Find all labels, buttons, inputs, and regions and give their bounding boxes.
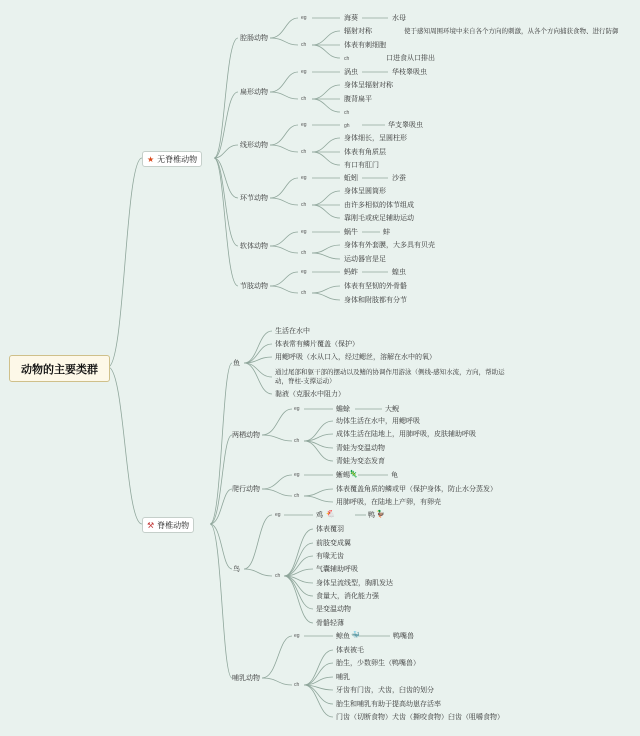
group-mollusk[interactable]: 软体动物 <box>240 243 268 250</box>
leaf: 胎生和哺乳有助于提高幼崽存活率 <box>336 701 441 708</box>
leaf: 腹背扁平 <box>344 96 372 103</box>
leaf: 用肺呼吸，在陆地上产卵，有卵壳 <box>336 499 441 506</box>
tools-icon: ⚒ <box>147 520 155 530</box>
leaf: 涡虫 <box>344 69 358 76</box>
leaf: 运动器官是足 <box>344 256 386 263</box>
leaf: 龟 <box>391 472 398 479</box>
leaf: 有喙无齿 <box>316 553 344 560</box>
leaf: 体表覆盖角质的鳞或甲（保护身体，防止水分蒸发） <box>336 486 497 493</box>
eg-label: eg <box>294 406 300 412</box>
ch-label: ch <box>301 250 307 256</box>
leaf: 前肢变成翼 <box>316 540 351 547</box>
branch-label: 无脊椎动物 <box>157 154 198 164</box>
group-flatworm[interactable]: 扁形动物 <box>240 89 268 96</box>
ch-label: ch <box>294 493 300 499</box>
leaf: 体表有刺细胞 <box>344 42 386 49</box>
eg-label: eg <box>294 472 300 478</box>
leaf: 大鲵 <box>385 406 399 413</box>
duck-icon: 🦆 <box>376 511 385 518</box>
ch-label: ch <box>275 573 281 579</box>
leaf: 体表有坚韧的外骨骼 <box>344 283 407 290</box>
leaf: ch <box>344 110 350 116</box>
eg-label: eg <box>294 633 300 639</box>
eg-label: eg <box>301 229 307 235</box>
leaf: 用鳃呼吸（水从口入，经过鳃丝，溶解在水中的氧） <box>275 354 436 361</box>
leaf: 食量大，消化能力强 <box>316 593 379 600</box>
leaf: 生活在水中 <box>275 328 310 335</box>
eg-label: eg <box>275 512 281 518</box>
leaf: 辐射对称 <box>344 28 372 35</box>
leaf: 华支睾吸虫 <box>388 122 423 129</box>
leaf: 鲸鱼 <box>336 633 350 640</box>
leaf: 蜗牛 <box>344 229 358 236</box>
group-coelenterate[interactable]: 腔肠动物 <box>240 35 268 42</box>
leaf: 蚯蚓 <box>344 175 358 182</box>
leaf: 身体呈流线型，胸肌发达 <box>316 580 393 587</box>
leaf: 水母 <box>392 15 406 22</box>
leaf: 体表常有鳞片覆盖（保护） <box>275 341 359 348</box>
group-roundworm[interactable]: 线形动物 <box>240 142 268 149</box>
leaf: 通过尾部和躯干部的摆动以及鳍的协调作用游泳（侧线-感知水流，方向，帮助运 <box>275 369 505 376</box>
leaf: 华枝睾吸虫 <box>392 69 427 76</box>
leaf: 有口有肛门 <box>344 162 379 169</box>
group-amphibian[interactable]: 两栖动物 <box>232 432 260 439</box>
leaf: 是变温动物 <box>316 606 351 613</box>
chicken-icon: 🐔 <box>326 511 335 518</box>
eg-label: eg <box>301 175 307 181</box>
star-icon: ★ <box>147 154 155 164</box>
leaf: 门齿（切断食物）犬齿（撕咬食物）臼齿（咀嚼食物） <box>336 714 504 721</box>
leaf: 身体呈辐射对称 <box>344 82 393 89</box>
leaf: 胎生，少数卵生（鸭嘴兽） <box>336 660 420 667</box>
leaf: 沙蚕 <box>392 175 406 182</box>
leaf: 使于感知周围环境中来自各个方向的刺激，从各个方向捕获食物、进行防御 <box>404 28 619 35</box>
leaf: 鸡 <box>316 512 323 519</box>
group-annelid[interactable]: 环节动物 <box>240 195 268 202</box>
leaf: 黏液（克服水中阻力） <box>275 391 345 398</box>
leaf: 幼体生活在水中，用鳃呼吸 <box>336 418 420 425</box>
branch-invertebrate[interactable] <box>142 151 202 167</box>
eg-label: eg <box>301 69 307 75</box>
group-reptile[interactable]: 爬行动物 <box>232 486 260 493</box>
leaf: 鸭 <box>368 512 375 519</box>
leaf: 蚂蚱 <box>344 269 358 276</box>
leaf: 气囊辅助呼吸 <box>316 566 358 573</box>
leaf: 鸭嘴兽 <box>393 633 414 640</box>
group-bird[interactable]: 鸟 <box>233 566 240 573</box>
leaf: 动，脊柱-支撑运动） <box>275 378 336 385</box>
branch-vertebrate[interactable] <box>142 517 194 533</box>
leaf: 蜥蜴 <box>336 472 350 479</box>
ch-label: ch <box>301 96 307 102</box>
eg-label: eg <box>301 269 307 275</box>
leaf: 靠刚毛或疣足辅助运动 <box>344 215 414 222</box>
leaf: 体表被毛 <box>336 647 364 654</box>
leaf: 青蛙为变温动物 <box>336 445 385 452</box>
leaf: 青蛙为变态发育 <box>336 458 385 465</box>
group-fish[interactable]: 鱼 <box>233 360 240 367</box>
leaf: 身体和附肢都有分节 <box>344 297 407 304</box>
leaf: 骨骼轻薄 <box>316 620 344 627</box>
leaf: 哺乳 <box>336 674 350 681</box>
leaf: 体表覆羽 <box>316 526 344 533</box>
leaf: 成体生活在陆地上，用肺呼吸，皮肤辅助呼吸 <box>336 431 476 438</box>
leaf: 身体细长，呈圆柱形 <box>344 135 407 142</box>
branch-label: 脊椎动物 <box>157 520 190 530</box>
eg-label: eg <box>301 15 307 21</box>
leaf: 身体呈圆筒形 <box>344 188 386 195</box>
leaf: 牙齿有门齿，犬齿，臼齿的划分 <box>336 687 434 694</box>
group-arthropod[interactable]: 节肢动物 <box>240 283 268 290</box>
root-node[interactable]: 动物的主要类群 <box>9 355 110 382</box>
whale-icon: 🐳 <box>351 632 360 639</box>
ch-label: ch <box>294 438 300 444</box>
ch-label: ch <box>301 290 307 296</box>
leaf: 蚌 <box>383 229 390 236</box>
ch-label: ch <box>294 682 300 688</box>
group-mammal[interactable]: 哺乳动物 <box>232 675 260 682</box>
ch-label: ch <box>301 202 307 208</box>
leaf: 口进食从口排出 <box>386 55 435 62</box>
ch-label: ch <box>301 42 307 48</box>
leaf: 海葵 <box>344 15 358 22</box>
leaf: 由许多相似的体节组成 <box>344 202 414 209</box>
leaf: ch <box>344 56 350 62</box>
lizard-icon: 🦎 <box>349 471 358 478</box>
leaf: 体表有角质层 <box>344 149 386 156</box>
ch-label: ch <box>301 149 307 155</box>
leaf: 蟾蜍 <box>336 406 350 413</box>
eg-label: eg <box>301 122 307 128</box>
leaf: 身体有外套膜，大多具有贝壳 <box>344 242 435 249</box>
leaf: 蝗虫 <box>392 269 406 276</box>
leaf: gh <box>344 123 350 129</box>
